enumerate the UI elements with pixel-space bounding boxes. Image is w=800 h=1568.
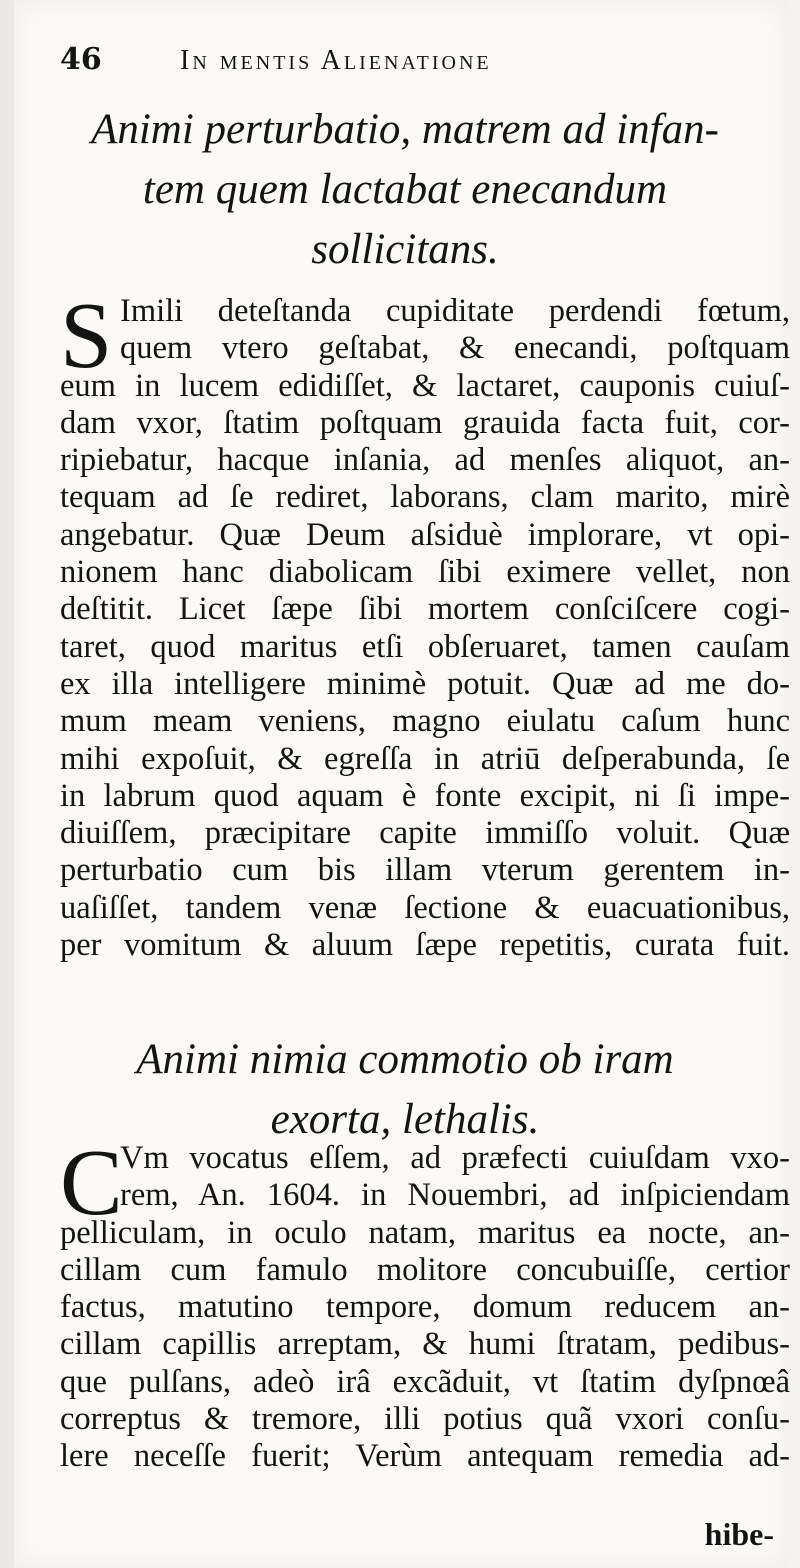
running-title: In mentis Alienatione bbox=[180, 45, 492, 76]
text-line: quem vtero geſtabat, & enecandi, poſtquam bbox=[120, 330, 790, 367]
text-line: mihi expoſuit, & egreſſa in atriū deſperabunda, ſe bbox=[60, 740, 790, 777]
text-line: que pulſans, adeò irâ excãduit, vt ſtatim dyſpnœâ bbox=[60, 1363, 790, 1400]
text-line: angebatur. Quæ Deum aſsiduè implorare, vt opi- bbox=[60, 516, 790, 553]
text-line: ex illa intelligere minimè potuit. Quæ ad me do- bbox=[60, 665, 790, 702]
title-line: sollicitans. bbox=[311, 226, 499, 273]
paragraph-1 bbox=[60, 284, 790, 964]
text-line: lere neceſſe fuerit; Verùm antequam remedia ad- bbox=[60, 1438, 790, 1475]
drop-cap: S bbox=[60, 284, 113, 388]
text-line: taret, quod maritus etſi obſeruaret, tamen cauſam bbox=[60, 628, 790, 665]
text-line: per vomitum & aluum ſæpe repetitis, curata fuit. bbox=[60, 927, 790, 964]
text-line: uaſiſſet, tandem venæ ſectione & euacuationibus, bbox=[60, 889, 790, 926]
text-line: ripiebatur, hacque inſania, ad menſes aliquot, an- bbox=[60, 442, 790, 479]
text-line: rem, An. 1604. in Nouembri, ad inſpiciendam bbox=[120, 1177, 790, 1214]
section-title-1 bbox=[60, 100, 750, 280]
page-number: 46 bbox=[60, 42, 102, 77]
text-line: diuiſſem, præcipitare capite immiſſo voluit. Quæ bbox=[60, 815, 790, 852]
text-line: deſtitit. Licet ſæpe ſibi mortem conſciſcere cogi- bbox=[60, 591, 790, 628]
section-title-2 bbox=[60, 1030, 750, 1150]
text-line: cillam cum famulo molitore concubuiſſe, certior bbox=[60, 1251, 790, 1288]
text-line: perturbatio cum bis illam vterum gerentem in- bbox=[60, 852, 790, 889]
page-gutter bbox=[0, 0, 14, 1568]
title-line: Animi perturbatio, matrem ad infan- bbox=[91, 106, 719, 153]
text-line: mum meam veniens, magno eiulatu caſum hunc bbox=[60, 703, 790, 740]
paragraph-2 bbox=[60, 1131, 790, 1476]
text-line: pelliculam, in oculo natam, maritus ea nocte, an- bbox=[60, 1214, 790, 1251]
catchword: hibe- bbox=[704, 1516, 774, 1552]
text-line: dam vxor, ſtatim poſtquam grauida facta fuit, cor- bbox=[60, 404, 790, 441]
title-line: Animi nimia commotio ob iram bbox=[136, 1036, 674, 1083]
drop-cap: C bbox=[60, 1131, 123, 1235]
text-line: Imili deteſtanda cupiditate perdendi fœtum, bbox=[120, 293, 790, 329]
text-line: eum in lucem edidiſſet, & lactaret, cauponis cuiuſ- bbox=[60, 367, 790, 404]
text-line: factus, matutino tempore, domum reducem an- bbox=[60, 1289, 790, 1326]
text-line: nionem hanc diabolicam ſibi eximere vellet, non bbox=[60, 554, 790, 591]
page-header bbox=[60, 42, 680, 82]
title-line: tem quem lactabat enecandum bbox=[142, 166, 668, 213]
text-line: Vm vocatus eſſem, ad præfecti cuiuſdam vxo- bbox=[120, 1140, 790, 1176]
text-line: correptus & tremore, illi potius quã vxori conſu- bbox=[60, 1401, 790, 1438]
title-line: exorta, lethalis. bbox=[270, 1096, 540, 1143]
text-line: in labrum quod aquam è fonte excipit, ni ſi impe- bbox=[60, 777, 790, 814]
text-line: tequam ad ſe rediret, laborans, clam marito, mirè bbox=[60, 479, 790, 516]
text-line: cillam capillis arreptam, & humi ſtratam, pedibus- bbox=[60, 1326, 790, 1363]
